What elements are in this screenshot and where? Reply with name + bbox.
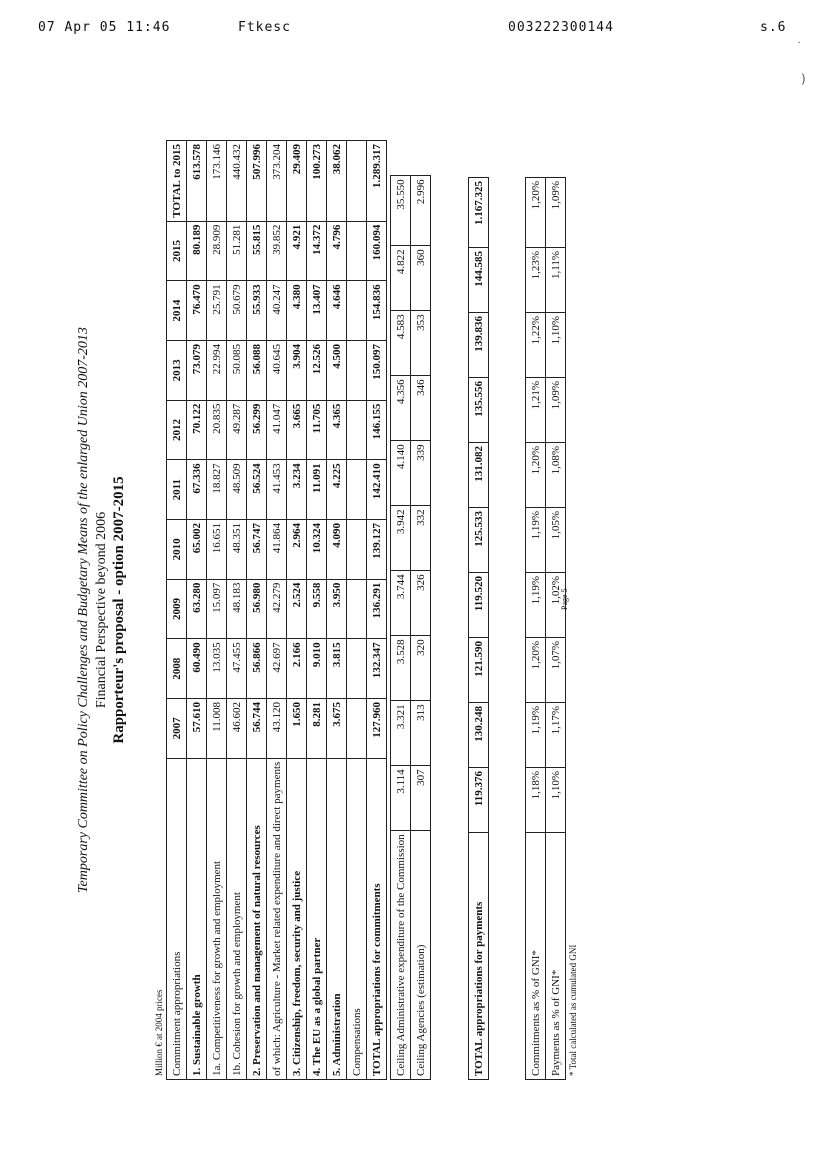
table-cell: 1,09% <box>546 178 566 248</box>
row-label: Compensations <box>347 758 367 1079</box>
table-cell: 56.747 <box>247 520 267 580</box>
table-cell: 139.127 <box>367 520 387 580</box>
table-cell: 144.585 <box>469 248 489 313</box>
row-label: of which: Agriculture - Market related expenditure and direct payments <box>267 758 287 1079</box>
table-cell: 1,19% <box>526 508 546 573</box>
table-cell: 119.520 <box>469 573 489 638</box>
table-cell <box>347 639 367 699</box>
table-cell: 41.864 <box>267 520 287 580</box>
table-cell: 14.372 <box>307 221 327 281</box>
table-cell: 41.047 <box>267 400 287 460</box>
table-cell: 38.062 <box>327 141 347 222</box>
commitments-table <box>166 140 387 1080</box>
table-row <box>391 176 411 1080</box>
table-cell: 3.675 <box>327 699 347 759</box>
table-row <box>367 141 387 1080</box>
table-cell: 43.120 <box>267 699 287 759</box>
table-cell: 1,21% <box>526 378 546 443</box>
table-cell: 8.281 <box>307 699 327 759</box>
table-cell: 76.470 <box>187 281 207 341</box>
row-label: 1a. Competitiveness for growth and employment <box>207 758 227 1079</box>
table-cell: 56.866 <box>247 639 267 699</box>
table-cell: 339 <box>411 441 431 506</box>
gni-table <box>525 177 566 1080</box>
table-cell: 307 <box>411 766 431 831</box>
table-cell: 20.835 <box>207 400 227 460</box>
column-header: 2014 <box>167 281 187 341</box>
fax-sender: Ftkesc <box>238 20 291 35</box>
table-cell: 1,02% <box>546 573 566 638</box>
table-cell: 3.234 <box>287 460 307 520</box>
table-cell: 29.409 <box>287 141 307 222</box>
table-cell: 1,08% <box>546 443 566 508</box>
table-cell: 49.287 <box>227 400 247 460</box>
table-cell: 332 <box>411 506 431 571</box>
table-cell: 35.550 <box>391 176 411 246</box>
table-cell: 2.166 <box>287 639 307 699</box>
table-cell: 2.996 <box>411 176 431 246</box>
table-header-row <box>167 141 187 1080</box>
table-cell: 39.852 <box>267 221 287 281</box>
table-cell: 353 <box>411 311 431 376</box>
scan-mark: ˙ <box>796 40 802 54</box>
table-cell: 16.651 <box>207 520 227 580</box>
table-cell: 56.980 <box>247 579 267 639</box>
table-cell: 121.590 <box>469 638 489 703</box>
table-cell: 1,20% <box>526 638 546 703</box>
table-cell <box>347 340 367 400</box>
table-cell: 173.146 <box>207 141 227 222</box>
row-label: 5. Administration <box>327 758 347 1079</box>
table-cell: 360 <box>411 246 431 311</box>
fax-header <box>0 20 827 42</box>
table-cell: 3.321 <box>391 701 411 766</box>
table-cell: 440.432 <box>227 141 247 222</box>
table-cell: 1,17% <box>546 703 566 768</box>
table-cell: 9.558 <box>307 579 327 639</box>
document-title: Temporary Committee on Policy Challenges and Budgetary Means of the enlarged Union 2007-2013 <box>76 327 91 893</box>
table-cell: 13.407 <box>307 281 327 341</box>
table-cell: 4.380 <box>287 281 307 341</box>
table-cell: 56.744 <box>247 699 267 759</box>
row-label: 1b. Cohesion for growth and employment <box>227 758 247 1079</box>
row-label: 2. Preservation and management of natural resources <box>247 758 267 1079</box>
table-cell: 3.744 <box>391 571 411 636</box>
table-cell: 1,20% <box>526 178 546 248</box>
table-cell: 160.094 <box>367 221 387 281</box>
table-row <box>227 141 247 1080</box>
table-cell: 130.248 <box>469 703 489 768</box>
table-cell: 4.500 <box>327 340 347 400</box>
table-cell: 1,09% <box>546 378 566 443</box>
table-cell: 1,22% <box>526 313 546 378</box>
table-cell: 2.964 <box>287 520 307 580</box>
table-cell: 48.509 <box>227 460 247 520</box>
table-cell: 56.088 <box>247 340 267 400</box>
table-cell: 4.921 <box>287 221 307 281</box>
table-cell: 373.204 <box>267 141 287 222</box>
table-cell: 60.490 <box>187 639 207 699</box>
row-label: Payments as % of GNI* <box>546 833 566 1080</box>
table-cell: 18.827 <box>207 460 227 520</box>
table-cell: 132.347 <box>367 639 387 699</box>
table-row <box>546 178 566 1080</box>
table-row <box>347 141 367 1080</box>
table-cell: 13.035 <box>207 639 227 699</box>
column-header: 2008 <box>167 639 187 699</box>
table-cell: 22.994 <box>207 340 227 400</box>
table-cell: 1,19% <box>526 703 546 768</box>
table-cell: 67.336 <box>187 460 207 520</box>
table-cell: 3.942 <box>391 506 411 571</box>
table-cell <box>347 400 367 460</box>
table-cell: 40.247 <box>267 281 287 341</box>
payments-table <box>468 177 489 1080</box>
units-note: Million € at 2004 prices <box>154 989 164 1076</box>
fax-number: 003222300144 <box>508 20 614 35</box>
table-cell: 4.583 <box>391 311 411 376</box>
table-cell: 50.679 <box>227 281 247 341</box>
fax-datetime: 07 Apr 05 11:46 <box>38 20 171 35</box>
column-header: 2011 <box>167 460 187 520</box>
table-cell: 1,20% <box>526 443 546 508</box>
table-row <box>526 178 546 1080</box>
column-header: TOTAL to 2015 <box>167 141 187 222</box>
table-cell: 154.836 <box>367 281 387 341</box>
table-cell: 15.097 <box>207 579 227 639</box>
table-cell: 100.273 <box>307 141 327 222</box>
table-cell: 3.528 <box>391 636 411 701</box>
column-header: 2013 <box>167 340 187 400</box>
table-cell: 55.815 <box>247 221 267 281</box>
table-cell: 48.183 <box>227 579 247 639</box>
table-cell: 65.002 <box>187 520 207 580</box>
table-cell: 11.008 <box>207 699 227 759</box>
table-row <box>187 141 207 1080</box>
column-header: 2010 <box>167 520 187 580</box>
table-cell: 42.697 <box>267 639 287 699</box>
table-cell: 4.356 <box>391 376 411 441</box>
fax-page: s.6 <box>760 20 787 35</box>
row-label: TOTAL appropriations for payments <box>469 833 489 1080</box>
table-cell <box>347 579 367 639</box>
table-cell: 150.097 <box>367 340 387 400</box>
table-cell: 50.085 <box>227 340 247 400</box>
table-cell: 136.291 <box>367 579 387 639</box>
table-cell: 2.524 <box>287 579 307 639</box>
column-header: 2012 <box>167 400 187 460</box>
table-cell <box>347 141 367 222</box>
table-cell: 4.365 <box>327 400 347 460</box>
table-cell: 4.225 <box>327 460 347 520</box>
table-cell: 1.167.325 <box>469 178 489 248</box>
column-header: 2007 <box>167 699 187 759</box>
table-cell: 507.996 <box>247 141 267 222</box>
table-cell: 1,23% <box>526 248 546 313</box>
table-cell: 125.533 <box>469 508 489 573</box>
table-cell: 48.351 <box>227 520 247 580</box>
table-row <box>267 141 287 1080</box>
row-label: 4. The EU as a global partner <box>307 758 327 1079</box>
table-cell: 47.455 <box>227 639 247 699</box>
table-cell: 80.189 <box>187 221 207 281</box>
table-cell: 56.299 <box>247 400 267 460</box>
table-cell: 11.091 <box>307 460 327 520</box>
table-row <box>207 141 227 1080</box>
table-cell <box>347 699 367 759</box>
table-cell: 57.610 <box>187 699 207 759</box>
table-cell <box>347 281 367 341</box>
row-label: 3. Citizenship, freedom, security and justice <box>287 758 307 1079</box>
table-cell: 40.645 <box>267 340 287 400</box>
table-cell: 1,10% <box>546 313 566 378</box>
table-cell: 1.289.317 <box>367 141 387 222</box>
table-cell: 28.909 <box>207 221 227 281</box>
table-cell <box>347 520 367 580</box>
table-cell: 4.140 <box>391 441 411 506</box>
table-cell: 41.453 <box>267 460 287 520</box>
table-row <box>287 141 307 1080</box>
table-cell: 11.705 <box>307 400 327 460</box>
table-cell: 3.904 <box>287 340 307 400</box>
table-cell: 1,07% <box>546 638 566 703</box>
table-cell: 131.082 <box>469 443 489 508</box>
footnote: * Total calculated as cumulated GNI <box>568 944 578 1076</box>
table-cell: 10.324 <box>307 520 327 580</box>
table-cell: 12.526 <box>307 340 327 400</box>
table-cell: 55.933 <box>247 281 267 341</box>
table-cell: 127.960 <box>367 699 387 759</box>
table-cell: 25.791 <box>207 281 227 341</box>
table-cell: 346 <box>411 376 431 441</box>
table-cell: 1,19% <box>526 573 546 638</box>
table-cell: 3.665 <box>287 400 307 460</box>
table-row <box>307 141 327 1080</box>
column-header: 2015 <box>167 221 187 281</box>
table-cell: 46.602 <box>227 699 247 759</box>
table-cell: 4.796 <box>327 221 347 281</box>
table-cell: 135.556 <box>469 378 489 443</box>
column-header: 2009 <box>167 579 187 639</box>
table-cell: 56.524 <box>247 460 267 520</box>
row-label: Ceiling Agencies (estimation) <box>411 831 431 1080</box>
table-cell: 63.280 <box>187 579 207 639</box>
table-cell: 1.650 <box>287 699 307 759</box>
table-cell: 613.578 <box>187 141 207 222</box>
table-row <box>411 176 431 1080</box>
row-label: Commitments as % of GNI* <box>526 833 546 1080</box>
document-heading: Rapporteur's proposal - option 2007-2015 <box>111 476 127 744</box>
table-cell: 9.010 <box>307 639 327 699</box>
table-cell: 326 <box>411 571 431 636</box>
table-cell: 313 <box>411 701 431 766</box>
ceiling-table <box>390 175 431 1080</box>
table-cell: 3.950 <box>327 579 347 639</box>
row-label: TOTAL appropriations for commitments <box>367 758 387 1079</box>
table-cell: 4.822 <box>391 246 411 311</box>
table-cell: 51.281 <box>227 221 247 281</box>
table-row <box>327 141 347 1080</box>
table-cell: 119.376 <box>469 768 489 833</box>
table-cell: 4.090 <box>327 520 347 580</box>
row-label: Ceiling Administrative expenditure of the Commission <box>391 831 411 1080</box>
table-row <box>247 141 267 1080</box>
table-cell: 73.079 <box>187 340 207 400</box>
table-cell: 42.279 <box>267 579 287 639</box>
table-cell: 4.646 <box>327 281 347 341</box>
table-cell: 1,05% <box>546 508 566 573</box>
table-cell: 320 <box>411 636 431 701</box>
table-cell <box>347 221 367 281</box>
column-header: Commitment appropriations <box>167 758 187 1079</box>
rotated-document <box>70 140 590 1080</box>
page-number: Page 5 <box>560 588 569 610</box>
table-cell: 1,11% <box>546 248 566 313</box>
table-cell: 3.815 <box>327 639 347 699</box>
scan-mark: ) <box>801 72 806 86</box>
table-cell: 70.122 <box>187 400 207 460</box>
row-label: 1. Sustainable growth <box>187 758 207 1079</box>
document-subtitle: Financial Perspective beyond 2006 <box>94 511 109 709</box>
table-cell: 1,18% <box>526 768 546 833</box>
table-cell: 139.836 <box>469 313 489 378</box>
table-cell: 1,10% <box>546 768 566 833</box>
table-row <box>469 178 489 1080</box>
table-cell: 146.155 <box>367 400 387 460</box>
table-cell: 3.114 <box>391 766 411 831</box>
table-cell <box>347 460 367 520</box>
table-cell: 142.410 <box>367 460 387 520</box>
